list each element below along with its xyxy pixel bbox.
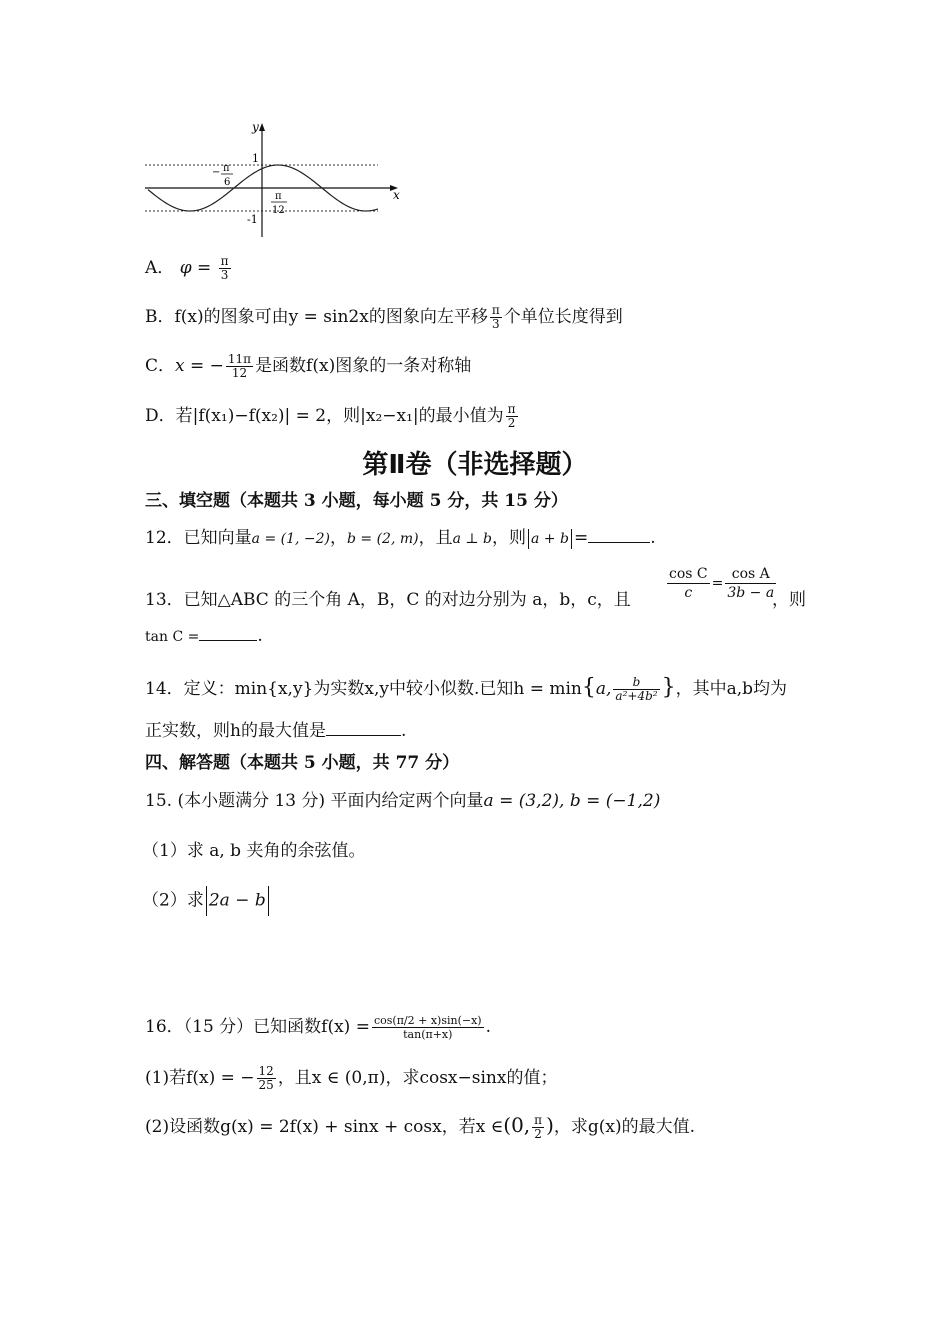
option-d bbox=[145, 403, 520, 430]
q13-equation bbox=[665, 565, 778, 602]
q14-brace-open: { bbox=[581, 675, 596, 700]
option-a-text: φ = bbox=[179, 258, 212, 278]
q12-vec-a: a = (1, −2) bbox=[251, 531, 330, 547]
option-d-frac-den: 2 bbox=[507, 416, 516, 430]
q12-eq: = bbox=[573, 528, 589, 548]
y-axis-label: y bbox=[252, 120, 259, 134]
q16-part1-den: 25 bbox=[258, 1078, 274, 1092]
option-b-text1: f(x)的图象可由y = sin2x的图象向左平移 bbox=[174, 307, 488, 327]
question-13 bbox=[145, 588, 631, 612]
question-16-part1 bbox=[145, 1065, 557, 1092]
q16-part2-frac bbox=[532, 1114, 544, 1141]
section2-title: 第Ⅱ卷（非选择题） bbox=[362, 450, 588, 480]
q13-frac2 bbox=[725, 565, 776, 602]
question-12 bbox=[145, 526, 656, 551]
q16-part1-a: (1)若f(x) = − bbox=[145, 1068, 255, 1088]
q13-frac2-num: cos A bbox=[725, 565, 776, 584]
option-a bbox=[145, 255, 233, 282]
q15-abs-left bbox=[206, 886, 207, 916]
q13-frac2-den: 3b − a bbox=[727, 585, 775, 601]
q14-text1: 14．定义：min{x,y}为实数x,y中较小似数.已知h = min bbox=[145, 679, 582, 699]
q15-text: 15. (本小题满分 13 分) 平面内给定两个向量 bbox=[145, 791, 484, 811]
q12-text3: ，则 bbox=[491, 528, 526, 548]
option-c-frac-den: 12 bbox=[231, 366, 248, 380]
q14-frac-den: a²+4b² bbox=[615, 689, 658, 703]
q14-end: . bbox=[400, 721, 407, 741]
q13-frac1-num: cos C bbox=[669, 566, 708, 582]
q12-abs-left bbox=[528, 529, 529, 549]
q12-sep1: ， bbox=[330, 528, 347, 548]
q13-answer-blank[interactable] bbox=[199, 624, 257, 641]
option-c-frac-num: 11π bbox=[227, 352, 252, 366]
option-b-prefix: B． bbox=[145, 307, 175, 327]
option-b-frac-num: π bbox=[491, 303, 500, 317]
tick-neg-pi-sign: − bbox=[212, 167, 221, 178]
tick-neg-pi-num: π bbox=[223, 163, 230, 174]
option-b-frac bbox=[490, 304, 502, 331]
option-b bbox=[145, 304, 623, 331]
q16-part1-num: 12 bbox=[258, 1064, 274, 1078]
q12-answer-blank[interactable] bbox=[588, 526, 650, 543]
question-16 bbox=[145, 1014, 491, 1041]
question-15-part1: （1）求 a, b 夹角的余弦值。 bbox=[142, 841, 366, 861]
option-d-prefix: D． bbox=[145, 406, 176, 426]
option-c-prefix: C． bbox=[145, 356, 176, 376]
sine-graph bbox=[140, 115, 410, 240]
q16-part2-open: (0, bbox=[503, 1113, 531, 1137]
tick-pi12-num: π bbox=[275, 191, 282, 202]
question-14 bbox=[145, 676, 787, 703]
q16-part2-b: ，求g(x)的最大值. bbox=[553, 1117, 696, 1137]
q12-text2: ，且 bbox=[418, 528, 453, 548]
q14-brace-a: a, bbox=[595, 679, 612, 699]
q16-text1: 16．（15 分）已知函数f(x) = bbox=[145, 1017, 370, 1037]
option-c-frac bbox=[226, 353, 253, 380]
question-16-part2 bbox=[145, 1113, 695, 1141]
fill-header: 三、填空题（本题共 3 小题，每小题 5 分，共 15 分） bbox=[145, 491, 568, 511]
q13-text: 13．已知△ABC 的三个角 A，B，C 的对边分别为 a，b，c，且 bbox=[145, 590, 631, 610]
q12-text1: 12．已知向量 bbox=[145, 528, 252, 548]
q16-frac-den: tan(π+x) bbox=[403, 1028, 453, 1041]
question-15-part2 bbox=[142, 886, 271, 916]
q15-part2-expr: 2a − b bbox=[208, 890, 266, 911]
q16-part1-b: ，且x ∈ (0,π)，求cosx−sinx的值； bbox=[277, 1068, 558, 1088]
q16-part1-frac bbox=[257, 1065, 276, 1092]
q14-line2: 正实数，则h的最大值是 bbox=[145, 721, 326, 741]
option-b-text2: 个单位长度得到 bbox=[503, 307, 623, 327]
option-d-text1: 若|f(x₁)−f(x₂)| = 2，则|x₂−x₁|的最小值为 bbox=[175, 406, 504, 426]
q16-frac bbox=[372, 1014, 484, 1041]
q16-part2-close: ) bbox=[546, 1113, 554, 1137]
q12-vec-b: b = (2, m) bbox=[347, 531, 419, 547]
option-c-text2: 是函数f(x)图象的一条对称轴 bbox=[255, 356, 472, 376]
q16-frac-num: cos(π/2 + x)sin(−x) bbox=[373, 1014, 482, 1027]
q12-abs: a + b bbox=[530, 531, 569, 547]
question-14-line2 bbox=[145, 719, 406, 743]
option-c-text1: x = − bbox=[175, 356, 224, 376]
q14-brace-close: } bbox=[661, 675, 676, 700]
q13-frac1 bbox=[667, 565, 710, 602]
q12-end: . bbox=[650, 528, 656, 548]
tick-pi12-den: 12 bbox=[272, 205, 285, 216]
option-d-frac bbox=[506, 403, 518, 430]
q13-tail: ，则 bbox=[772, 590, 806, 610]
tick-neg-pi-den: 6 bbox=[224, 177, 231, 188]
q15-part2-prefix: （2）求 bbox=[142, 890, 204, 911]
question-15 bbox=[145, 789, 660, 813]
tick-one: 1 bbox=[252, 152, 259, 165]
tick-neg-one: -1 bbox=[247, 213, 258, 226]
q13-end: . bbox=[257, 626, 263, 646]
option-a-prefix: A． bbox=[145, 258, 175, 278]
option-c bbox=[145, 353, 471, 380]
q13-frac1-den: c bbox=[684, 585, 693, 601]
q14-text2: ，其中a,b均为 bbox=[675, 679, 787, 699]
q15-abs-right bbox=[268, 886, 269, 916]
question-13-line2 bbox=[145, 624, 263, 649]
q15-vectors: a = (3,2), b = (−1,2) bbox=[483, 791, 661, 811]
q16-end: . bbox=[485, 1017, 491, 1037]
q14-answer-blank[interactable] bbox=[326, 719, 401, 736]
option-a-frac bbox=[219, 255, 231, 282]
q12-abs-right bbox=[571, 529, 572, 549]
x-axis-label: x bbox=[393, 188, 400, 202]
y-axis-arrow bbox=[259, 123, 265, 131]
option-a-frac-den: 3 bbox=[220, 268, 229, 282]
option-d-frac-num: π bbox=[507, 402, 516, 416]
q13-eq: = bbox=[711, 575, 724, 592]
option-b-frac-den: 3 bbox=[491, 317, 500, 331]
q14-frac bbox=[613, 676, 659, 703]
q12-perp: a ⊥ b bbox=[452, 531, 492, 547]
q14-frac-num: b bbox=[613, 676, 659, 690]
q16-part2-num: π bbox=[534, 1113, 543, 1127]
option-a-frac-num: π bbox=[220, 254, 229, 268]
q16-part2-den: 2 bbox=[534, 1127, 542, 1141]
solve-header: 四、解答题（本题共 5 小题，共 77 分） bbox=[145, 753, 460, 773]
q13-line2: tan C = bbox=[145, 629, 200, 645]
q16-part2-a: (2)设函数g(x) = 2f(x) + sinx + cosx，若x ∈ bbox=[145, 1117, 504, 1137]
